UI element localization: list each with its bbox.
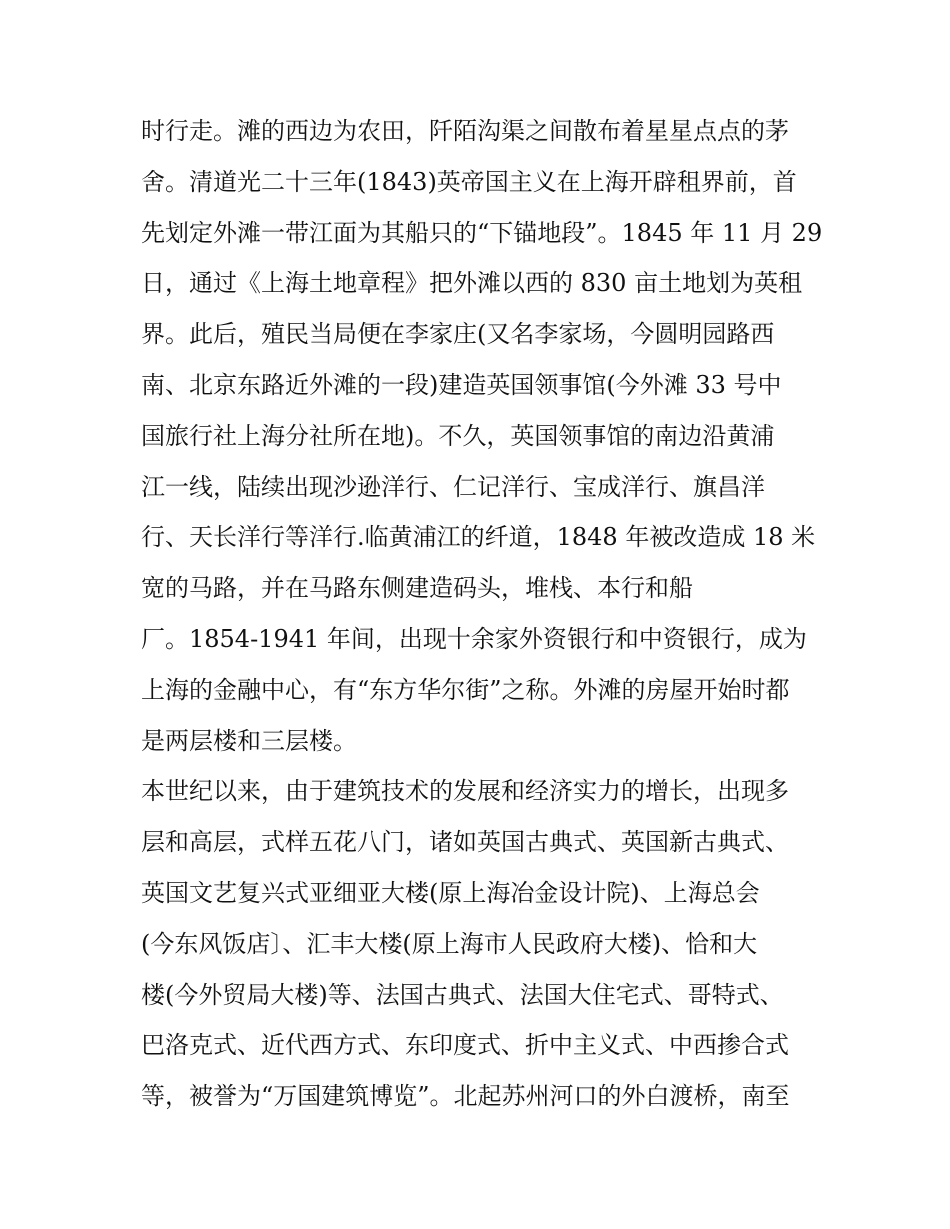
text-line: 本世纪以来，由于建筑技术的发展和经济实力的增长，出现多 (141, 777, 789, 806)
text-line: 行、天长洋行等洋行.临黄浦江的纤道，1848 年被改造成 18 米 (141, 523, 816, 552)
text-line: 层和高层，式样五花八门，诸如英国古典式、英国新古典式、 (141, 828, 789, 857)
text-line: 南、北京东路近外滩的一段)建造英国领事馆(今外滩 33 号中 (141, 370, 782, 399)
text-line: 厂。1854-1941 年间，出现十余家外资银行和中资银行，成为 (141, 624, 807, 653)
text-line: 等，被誉为“万国建筑博览”。北起苏州河口的外白渡桥，南至 (141, 1082, 790, 1111)
text-line: 国旅行社上海分社所在地)。不久，英国领事馆的南边沿黄浦 (141, 421, 775, 450)
text-line: 宽的马路，并在马路东侧建造码头，堆栈、本行和船 (141, 574, 693, 603)
text-line: 时行走。滩的西边为农田，阡陌沟渠之间散布着星星点点的茅 (141, 117, 789, 145)
text-line: 上海的金融中心，有“东方华尔街”之称。外滩的房屋开始时都 (141, 675, 790, 704)
text-line: 楼(今外贸局大楼)等、法国古典式、法国大住宅式、哥特式、 (141, 980, 784, 1009)
text-line: 日，通过《上海土地章程》把外滩以西的 830 亩土地划为英租 (141, 269, 803, 298)
text-line: 先划定外滩一带江面为其船只的“下锚地段”。1845 年 11 月 29 (141, 218, 823, 247)
text-line: 英国文艺复兴式亚细亚大楼(原上海冶金设计院)、上海总会 (141, 878, 760, 907)
text-line: 是两层楼和三层楼。 (141, 726, 357, 755)
text-line: 巴洛克式、近代西方式、东印度式、折中主义式、中西掺合式 (141, 1031, 789, 1060)
text-line: (今东风饭店〕、汇丰大楼(原上海市人民政府大楼)、恰和大 (141, 929, 758, 958)
body-text (141, 106, 821, 1122)
text-line: 舍。清道光二十三年(1843)英帝国主义在上海开辟租界前，首 (141, 167, 797, 196)
text-line: 江一线，陆续出现沙逊洋行、仁记洋行、宝成洋行、旗昌洋 (141, 472, 765, 501)
text-line: 界。此后，殖民当局便在李家庄(又名李家场，今圆明园路西 (141, 320, 775, 349)
